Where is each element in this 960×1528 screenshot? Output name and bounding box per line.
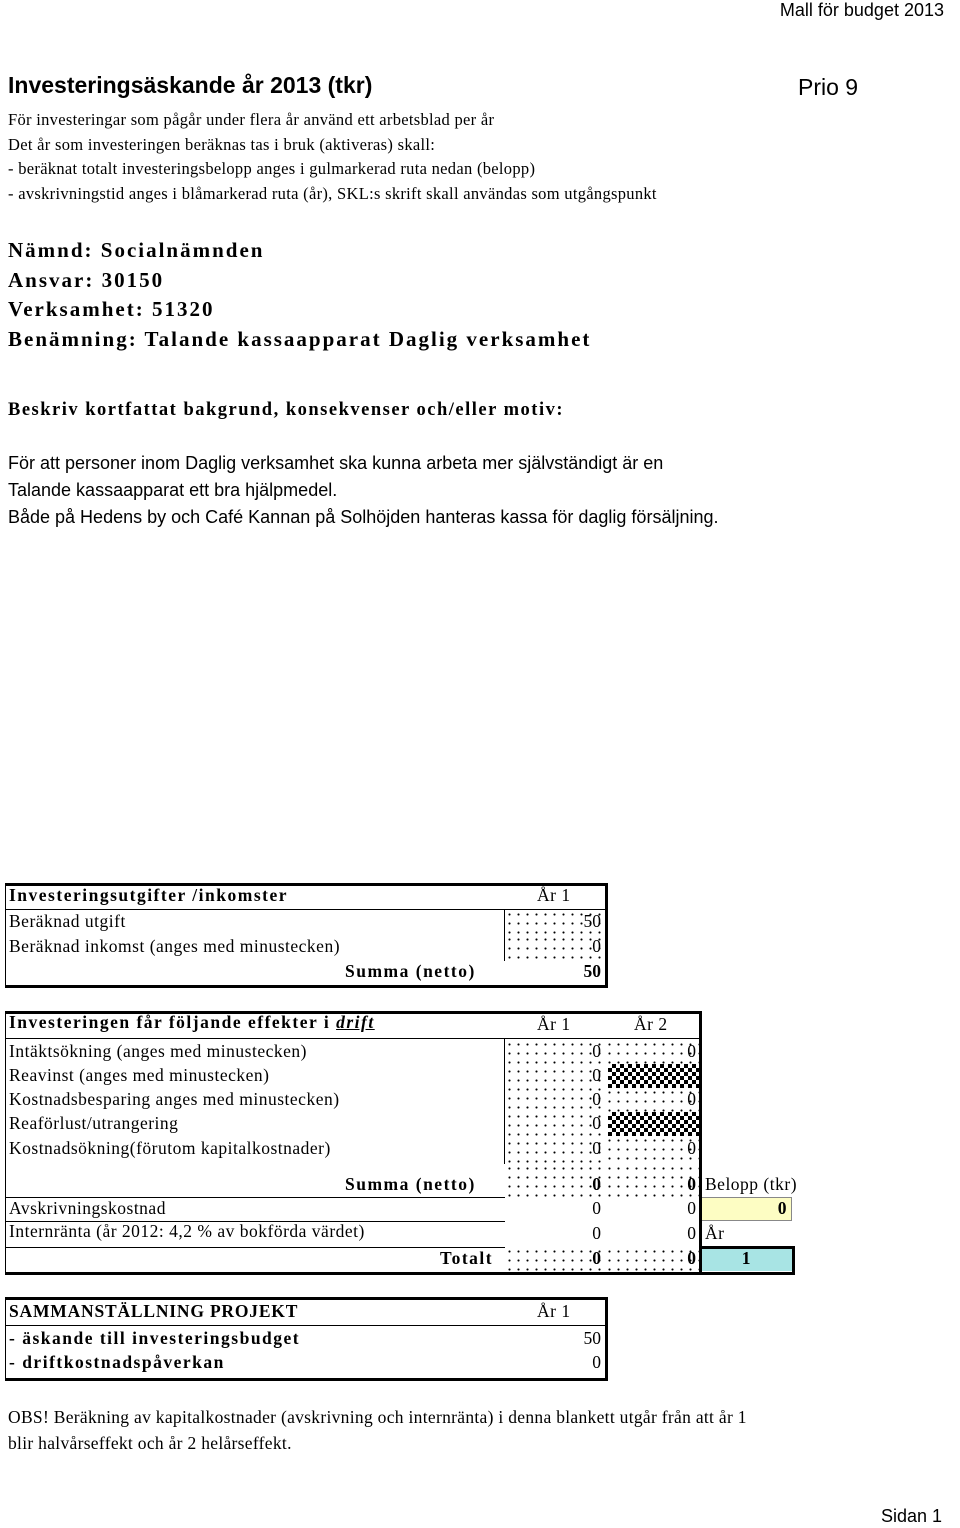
invest-summa-value: 50 bbox=[583, 961, 601, 981]
table-border bbox=[5, 1297, 608, 1300]
invest-row-value: 50 bbox=[583, 911, 601, 931]
totalt-y1: 0 bbox=[592, 1248, 601, 1268]
invest-summa-label: Summa (netto) bbox=[345, 961, 476, 981]
table-border bbox=[5, 883, 6, 987]
invest-row-label: Beräknad utgift bbox=[9, 911, 126, 931]
drift-y2-blocked-cell bbox=[608, 1112, 699, 1136]
belopp-label: Belopp (tkr) bbox=[705, 1174, 798, 1194]
summary-heading: SAMMANSTÄLLNING PROJEKT bbox=[9, 1301, 299, 1321]
drift-row-y1: 0 bbox=[592, 1138, 601, 1158]
drift-row-label: Kostnadsökning(förutom kapitalkostnader) bbox=[9, 1138, 331, 1158]
summary-row-value: 50 bbox=[583, 1328, 601, 1348]
drift-row-y1: 0 bbox=[592, 1065, 601, 1085]
description-line: Talande kassaapparat ett bra hjälpmedel. bbox=[8, 480, 338, 500]
internranta-label: Internränta (år 2012: 4,2 % av bokförda värdet) bbox=[9, 1221, 365, 1241]
drift-row-y1: 0 bbox=[592, 1089, 601, 1109]
intro-line: Det år som investeringen beräknas tas i bruk (aktiveras) skall: bbox=[8, 134, 436, 154]
drift-row-label: Reavinst (anges med minustecken) bbox=[9, 1065, 270, 1085]
invest-heading: Investeringsutgifter /inkomster bbox=[9, 885, 288, 905]
invest-row-value: 0 bbox=[592, 936, 601, 956]
drift-col-year2: År 2 bbox=[634, 1014, 668, 1034]
drift-col-year1: År 1 bbox=[537, 1014, 571, 1034]
ansvar-field: Ansvar: 30150 bbox=[8, 267, 165, 292]
description-text bbox=[8, 450, 718, 531]
table-border bbox=[5, 1297, 6, 1380]
drift-heading: Investeringen får följande effekter i drift bbox=[9, 1012, 375, 1032]
drift-heading-word: drift bbox=[336, 1012, 375, 1032]
info-block bbox=[8, 236, 591, 354]
summary-row-label: - driftkostnadspåverkan bbox=[9, 1352, 225, 1372]
namnd-field: Nämnd: Socialnämnden bbox=[8, 238, 265, 262]
ar-value: 1 bbox=[741, 1248, 752, 1268]
table-border bbox=[5, 1038, 702, 1039]
drift-summa-y2: 0 bbox=[687, 1174, 696, 1194]
obs-note bbox=[8, 1405, 747, 1456]
obs-line: blir halvårseffekt och år 2 helårseffekt. bbox=[8, 1432, 292, 1453]
belopp-value: 0 bbox=[777, 1198, 788, 1218]
drift-summa-y1: 0 bbox=[592, 1174, 601, 1194]
avskrivning-label: Avskrivningskostnad bbox=[9, 1198, 166, 1218]
ar-label: År bbox=[705, 1223, 725, 1243]
drift-row-y1: 0 bbox=[592, 1041, 601, 1061]
intro-line: För investeringar som pågår under flera år använd ett arbetsblad per år bbox=[8, 110, 495, 129]
description-line: För att personer inom Daglig verksamhet ska kunna arbeta mer självständigt är en bbox=[8, 453, 664, 473]
table-border bbox=[792, 1247, 795, 1274]
invest-row-label: Beräknad inkomst (anges med minustecken) bbox=[9, 936, 341, 956]
internranta-y1: 0 bbox=[592, 1223, 601, 1243]
drift-row-y1: 0 bbox=[592, 1113, 601, 1133]
table-border bbox=[5, 1378, 608, 1381]
table-border bbox=[5, 985, 608, 988]
benamning-field: Benämning: Talande kassaapparat Daglig verksamhet bbox=[8, 326, 592, 351]
drift-row-y2: 0 bbox=[687, 1138, 696, 1158]
summary-row-label: - äskande till investeringsbudget bbox=[9, 1328, 301, 1348]
intro-line: - avskrivningstid anges i blåmarkerad ruta (år), SKL:s skrift skall användas som utgångspunkt bbox=[8, 183, 657, 203]
description-label: Beskriv kortfattat bakgrund, konsekvenser och/eller motiv: bbox=[8, 400, 565, 420]
intro-instructions bbox=[8, 108, 657, 206]
table-border bbox=[5, 1011, 6, 1274]
priority-label: Prio 9 bbox=[798, 74, 859, 100]
table-border bbox=[5, 1247, 505, 1248]
table-border bbox=[605, 883, 608, 987]
drift-summa-label: Summa (netto) bbox=[345, 1174, 476, 1194]
drift-row-label: Kostnadsbesparing anges med minustecken) bbox=[9, 1089, 340, 1109]
summary-row-value: 0 bbox=[592, 1352, 601, 1372]
intro-line: - beräknat totalt investeringsbelopp anges i gulmarkerad ruta nedan (belopp) bbox=[8, 159, 536, 178]
drift-row-label: Reaförlust/utrangering bbox=[9, 1113, 179, 1133]
internranta-y2: 0 bbox=[687, 1223, 696, 1243]
table-border bbox=[5, 1325, 608, 1326]
drift-row-y2: 0 bbox=[687, 1089, 696, 1109]
table-border bbox=[605, 1297, 608, 1380]
table-border bbox=[5, 1272, 795, 1275]
page-number: Sidan 1 bbox=[880, 1506, 942, 1526]
drift-row-label: Intäktsökning (anges med minustecken) bbox=[9, 1041, 307, 1061]
page-title: Investeringsäskande år 2013 (tkr) bbox=[8, 72, 373, 98]
totalt-y2: 0 bbox=[687, 1248, 696, 1268]
totalt-label: Totalt bbox=[440, 1248, 494, 1268]
drift-y2-blocked-cell bbox=[608, 1064, 699, 1088]
obs-line: OBS! Beräkning av kapitalkostnader (avskrivning och internränta) i denna blankett utgår från att år 1 bbox=[8, 1407, 747, 1427]
verksamhet-field: Verksamhet: 51320 bbox=[8, 297, 215, 321]
table-border bbox=[5, 909, 608, 910]
summary-col-year1: År 1 bbox=[537, 1301, 571, 1321]
invest-col-year1: År 1 bbox=[537, 885, 571, 905]
table-border bbox=[699, 1011, 702, 1274]
drift-row-y2: 0 bbox=[687, 1041, 696, 1061]
description-line: Både på Hedens by och Café Kannan på Solhöjden hanteras kassa för daglig försäljning. bbox=[8, 507, 719, 527]
avskrivning-y1: 0 bbox=[592, 1198, 601, 1218]
avskrivning-y2: 0 bbox=[687, 1198, 696, 1218]
template-name: Mall för budget 2013 bbox=[779, 0, 944, 20]
